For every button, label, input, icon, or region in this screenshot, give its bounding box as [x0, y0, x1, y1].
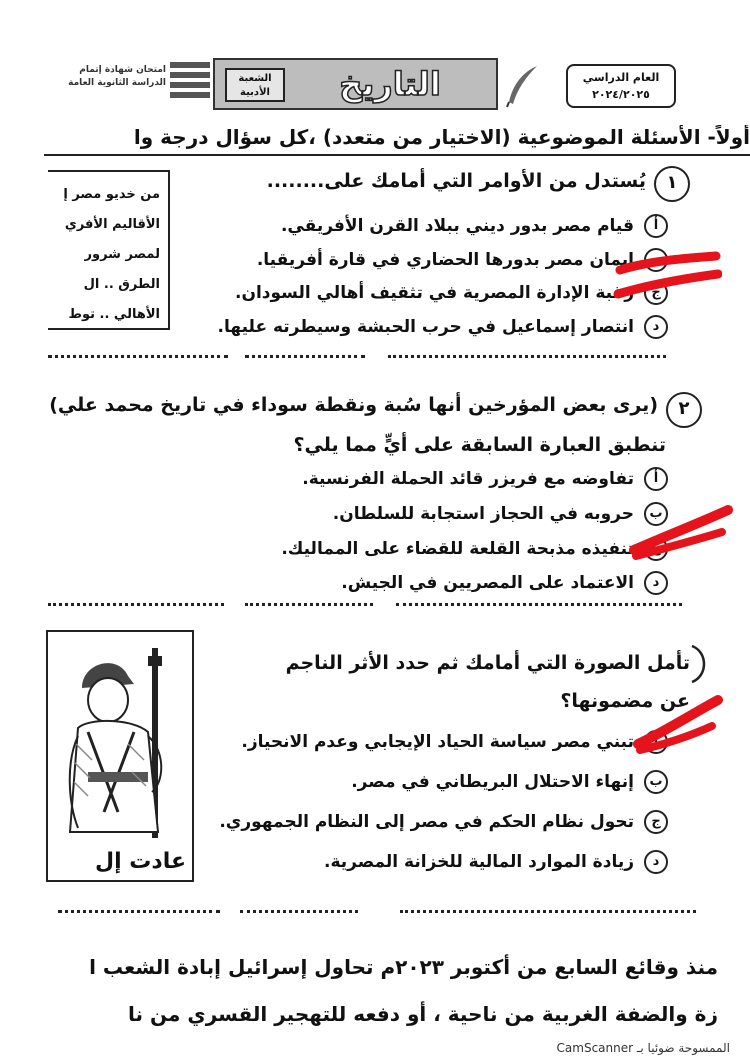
next-question-text-line-2: زة والضفة الغربية من ناحية ، أو دفعه للتهجير القسري من نا: [128, 1002, 718, 1026]
option-letter: ج: [644, 537, 668, 561]
question-3-stem-line-2: عن مضمونها؟: [560, 690, 690, 712]
quill-icon: [503, 62, 543, 108]
separator: [48, 355, 228, 365]
separator: [400, 910, 696, 920]
option-letter: أ: [644, 214, 668, 238]
option-text: إنهاء الاحتلال البريطاني في مصر.: [351, 772, 634, 792]
question-2-option-d[interactable]: [341, 568, 668, 598]
option-letter: د: [644, 850, 668, 874]
academic-year-label: العام الدراسي: [582, 71, 660, 84]
option-text: رغبة الإدارة المصرية في تثقيف أهالي السودان.: [235, 283, 634, 303]
question-3-option-d[interactable]: [324, 847, 668, 877]
option-text: قيام مصر بدور ديني ببلاد القرن الأفريقي.: [280, 216, 634, 236]
separator: [48, 603, 224, 613]
academic-year-box: [566, 64, 676, 108]
branch-badge-line-2: الأدبية: [240, 87, 270, 98]
red-answer-mark: [630, 692, 726, 754]
option-letter: ب: [644, 248, 668, 272]
option-text: انتصار إسماعيل في حرب الحبشة وسيطرته عليها.: [217, 317, 634, 337]
option-letter: أ: [644, 467, 668, 491]
exam-label-line-1: امتحان شهادة إتمام: [79, 65, 166, 75]
question-2-option-b[interactable]: [333, 499, 668, 529]
option-text: تبني مصر سياسة الحياد الإيجابي وعدم الانحياز.: [241, 732, 634, 752]
question-number-2: ٢: [666, 392, 702, 428]
question-3-stem-line-1: تأمل الصورة التي أمامك ثم حدد الأثر الناجم: [285, 652, 690, 674]
branch-badge-line-1: الشعبة: [238, 73, 272, 84]
option-letter: د: [644, 571, 668, 595]
exam-header: [48, 58, 680, 116]
option-text: تنفيذه مذبحة القلعة للقضاء على المماليك.: [281, 539, 634, 559]
option-text: زيادة الموارد المالية للخزانة المصرية.: [324, 852, 634, 872]
excerpt-line: الأقاليم الأفري: [64, 217, 160, 232]
option-letter: ب: [644, 502, 668, 526]
option-letter: ج: [644, 281, 668, 305]
exam-label: [48, 64, 166, 104]
soldier-drawing: [48, 632, 194, 852]
soldier-illustration: [46, 630, 194, 882]
scanner-watermark: الممسوحة ضوئيا بـ CamScanner: [556, 1041, 730, 1055]
question-2-stem: تنطبق العبارة السابقة على أيٍّ مما يلي؟: [293, 434, 666, 456]
option-text: الاعتماد على المصريين في الجيش.: [341, 573, 634, 593]
option-text: حروبه في الحجاز استجابة للسلطان.: [332, 504, 634, 524]
image-caption: عادت إل: [95, 849, 186, 874]
excerpt-line: الطرق .. ال: [83, 277, 160, 292]
separator: [58, 910, 220, 920]
excerpt-line: من خديو مصر إ: [63, 187, 160, 202]
section-title: أولاً- الأسئلة الموضوعية (الاختيار من متعدد) ،كل سؤال درجة وا: [133, 125, 750, 149]
option-letter: ج: [644, 810, 668, 834]
question-2-option-c[interactable]: [281, 534, 668, 564]
separator: [245, 355, 365, 365]
option-text: تفاوضه مع فريزر قائد الحملة الفرنسية.: [302, 469, 634, 489]
excerpt-line: لمصر شرور: [84, 247, 160, 262]
question-3-option-c[interactable]: [219, 807, 668, 837]
subject-title: التاريخ: [339, 65, 441, 103]
question-2-quote: (يرى بعض المؤرخين أنها سُبة ونقطة سوداء في تاريخ محمد علي): [49, 394, 658, 416]
question-1-option-c[interactable]: [235, 278, 668, 308]
red-answer-mark: [612, 250, 722, 302]
question-number-3-partial: [690, 644, 710, 684]
branch-badge: [225, 68, 285, 102]
question-1-stem: يُستدل من الأوامر التي أمامك على........: [266, 170, 646, 192]
question-2-option-a[interactable]: [302, 464, 668, 494]
subject-banner: [213, 58, 498, 110]
exam-label-line-2: الدراسة الثانوية العامة: [68, 78, 166, 88]
red-answer-mark: [626, 504, 734, 562]
question-number-1: ١: [654, 166, 690, 202]
separator: [245, 603, 373, 613]
question-1-option-a[interactable]: [281, 211, 668, 241]
separator: [396, 603, 682, 613]
option-letter: د: [644, 315, 668, 339]
excerpt-line: الأهالي .. توط: [68, 307, 160, 322]
option-text: إيمان مصر بدورها الحضاري في قارة أفريقيا.: [256, 250, 634, 270]
question-1-option-d[interactable]: [218, 312, 669, 342]
source-excerpt-box: [48, 170, 170, 330]
stripes-decoration: [170, 62, 210, 106]
option-letter: ب: [644, 770, 668, 794]
option-letter: أ: [644, 730, 668, 754]
separator: [388, 355, 666, 365]
academic-year-value: ٢٠٢٤/٢٠٢٥: [592, 88, 650, 101]
separator: [240, 910, 358, 920]
next-question-text-line-1: منذ وقائع السابع من أكتوبر ٢٠٢٣م تحاول إسرائيل إبادة الشعب ا: [89, 955, 718, 979]
question-1-option-b[interactable]: [257, 245, 668, 275]
section-divider: [44, 154, 750, 156]
option-text: تحول نظام الحكم في مصر إلى النظام الجمهوري.: [219, 812, 634, 832]
question-3-option-b[interactable]: [351, 767, 668, 797]
question-3-option-a[interactable]: [241, 727, 668, 757]
